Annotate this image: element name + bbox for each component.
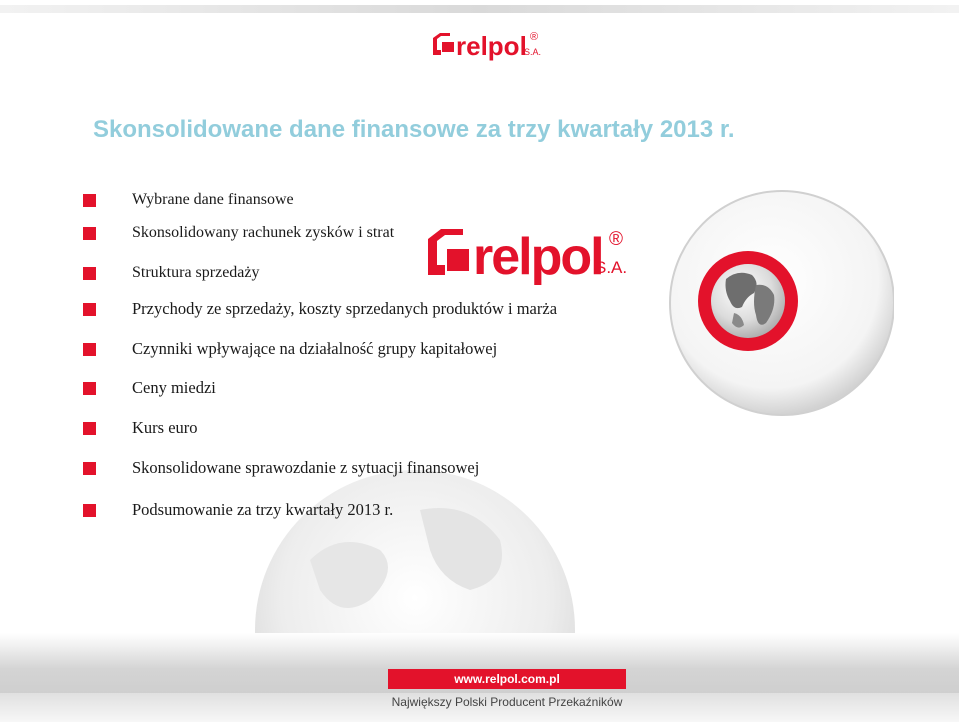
list-item[interactable] — [83, 262, 260, 284]
center-logo — [425, 225, 635, 285]
bullet-square-icon — [83, 303, 96, 316]
bullet-square-icon — [83, 267, 96, 280]
globe-emblem-icon — [664, 185, 894, 435]
center-logo-registered: ® — [609, 229, 623, 250]
logo-mark-icon — [428, 229, 469, 275]
list-item-label: Ceny miedzi — [132, 378, 216, 397]
bullet-square-icon — [83, 194, 96, 207]
header-logo-suffix: S.A. — [524, 47, 542, 57]
bullet-square-icon — [83, 462, 96, 475]
list-item-label: Kurs euro — [132, 418, 198, 437]
slide-title: Skonsolidowane dane finansowe za trzy kwartały 2013 r. — [93, 116, 735, 143]
list-item[interactable] — [83, 298, 557, 320]
center-logo-text: relpol — [473, 228, 603, 285]
list-item[interactable] — [83, 189, 294, 211]
list-item[interactable] — [83, 417, 198, 439]
footer-url-link[interactable]: www.relpol.com.pl — [388, 669, 626, 689]
list-item-label: Przychody ze sprzedaży, koszty sprzedanych produktów i marża — [132, 299, 558, 318]
list-item-label: Struktura sprzedaży — [132, 264, 260, 281]
header-logo-text: relpol — [456, 31, 527, 61]
list-item[interactable] — [83, 377, 216, 399]
list-item-label: Skonsolidowany rachunek zysków i strat — [132, 224, 395, 241]
list-item[interactable] — [83, 499, 393, 521]
header-logo-registered: ® — [530, 31, 539, 43]
list-item-label: Podsumowanie za trzy kwartały 2013 r. — [132, 500, 394, 519]
list-item-label: Czynniki wpływające na działalność grupy kapitałowej — [132, 339, 498, 358]
list-item[interactable] — [83, 222, 394, 244]
list-item-label: Wybrane dane finansowe — [132, 191, 294, 208]
bullet-square-icon — [83, 382, 96, 395]
center-logo-suffix: S.A. — [595, 258, 628, 277]
bullet-square-icon — [83, 504, 96, 517]
footer-tagline: Największy Polski Producent Przekaźników — [391, 695, 623, 709]
list-item-label: Skonsolidowane sprawozdanie z sytuacji finansowej — [132, 458, 480, 477]
bullet-square-icon — [83, 227, 96, 240]
list-item[interactable] — [83, 338, 497, 360]
bullet-square-icon — [83, 422, 96, 435]
list-item[interactable] — [83, 457, 479, 479]
bullet-square-icon — [83, 343, 96, 356]
